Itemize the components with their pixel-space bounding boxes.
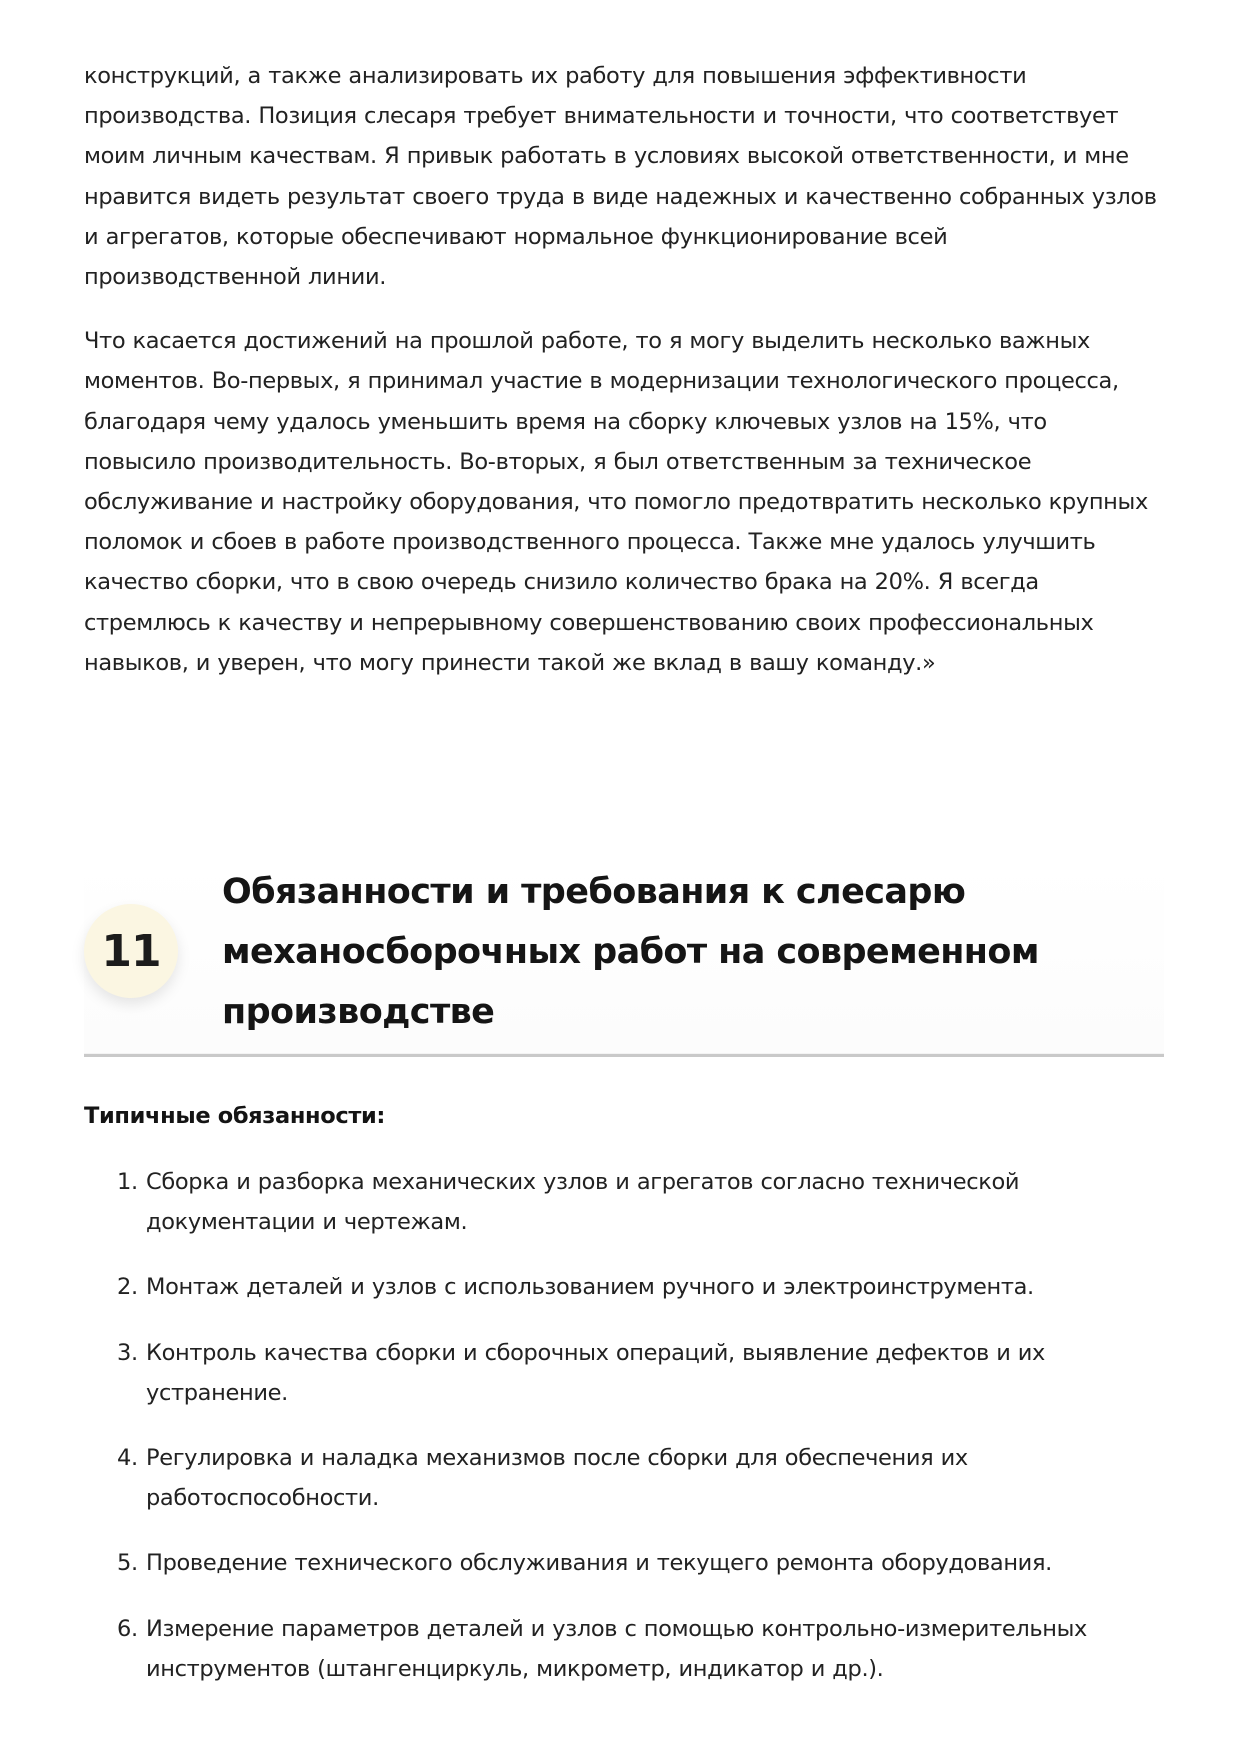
list-item-number: 3. (117, 1339, 138, 1366)
list-item (84, 1609, 1164, 1689)
list-item-number: 1. (117, 1169, 138, 1195)
section-number-badge: 11 (84, 904, 178, 998)
list-item (84, 1267, 1164, 1307)
duties-heading: Типичные обязанности: (84, 1103, 386, 1129)
intro-text (84, 56, 1164, 683)
list-item-number: 2. (117, 1274, 138, 1301)
section-title: Обязанности и требования к слесарю механосборочных работ на современном производстве (222, 872, 1039, 1032)
list-item (84, 1543, 1164, 1583)
list-item (84, 1438, 1164, 1518)
duties-block (84, 1096, 1164, 1714)
list-item-text: Контроль качества сборки и сборочных операций, выявление дефектов и их устранение. (146, 1339, 1046, 1406)
list-item-number: 5. (117, 1550, 138, 1577)
list-item-text: Измерение параметров деталей и узлов с помощью контрольно-измерительных инструментов (штангенциркуль, микрометр, индикатор и др.). (146, 1615, 1088, 1682)
list-item-text: Регулировка и наладка механизмов после сборки для обеспечения их работоспособности. (146, 1445, 968, 1512)
duties-list (84, 1162, 1164, 1689)
list-item-number: 4. (117, 1445, 138, 1472)
list-item (84, 1162, 1164, 1242)
paragraph: Что касается достижений на прошлой работе, то я могу выделить несколько важных моментов. Во-первых, я принимал участие в модернизации технологического процесса, благодаря чему удалось уменьшить время на сборку ключевых узлов на 15%, что повысило производительность. Во-вторых, я был ответственным за техническое обслуживание и настройку оборудования, что помогло предотвратить несколько крупных поломок и сбоев в работе производственного процесса. Также мне удалось улучшить качество сборки, что в свою очередь снизило количество брака на 20%. Я всегда стремлюсь к качеству и непрерывному совершенствованию своих профессиональных навыков, и уверен, что могу принести такой же вклад в вашу команду.» (84, 328, 1148, 676)
list-item-number: 6. (117, 1615, 138, 1642)
paragraph: конструкций, а также анализировать их работу для повышения эффективности производства. Позиция слесаря требует внимательности и точности, что соответствует моим личным качествам. Я привык работать в условиях высокой ответственности, и мне нравится видеть результат своего труда в виде надежных и качественно собранных узлов и агрегатов, которые обеспечивают нормальное функционирование всей производственной линии. (84, 63, 1157, 291)
section-header (84, 862, 1164, 1057)
list-item-text: Сборка и разборка механических узлов и агрегатов согласно технической документации и чертежам. (146, 1169, 1020, 1236)
list-item-text: Проведение технического обслуживания и текущего ремонта оборудования. (146, 1550, 1052, 1577)
list-item-text: Монтаж деталей и узлов с использованием ручного и электроинструмента. (146, 1274, 1034, 1301)
list-item (84, 1333, 1164, 1413)
